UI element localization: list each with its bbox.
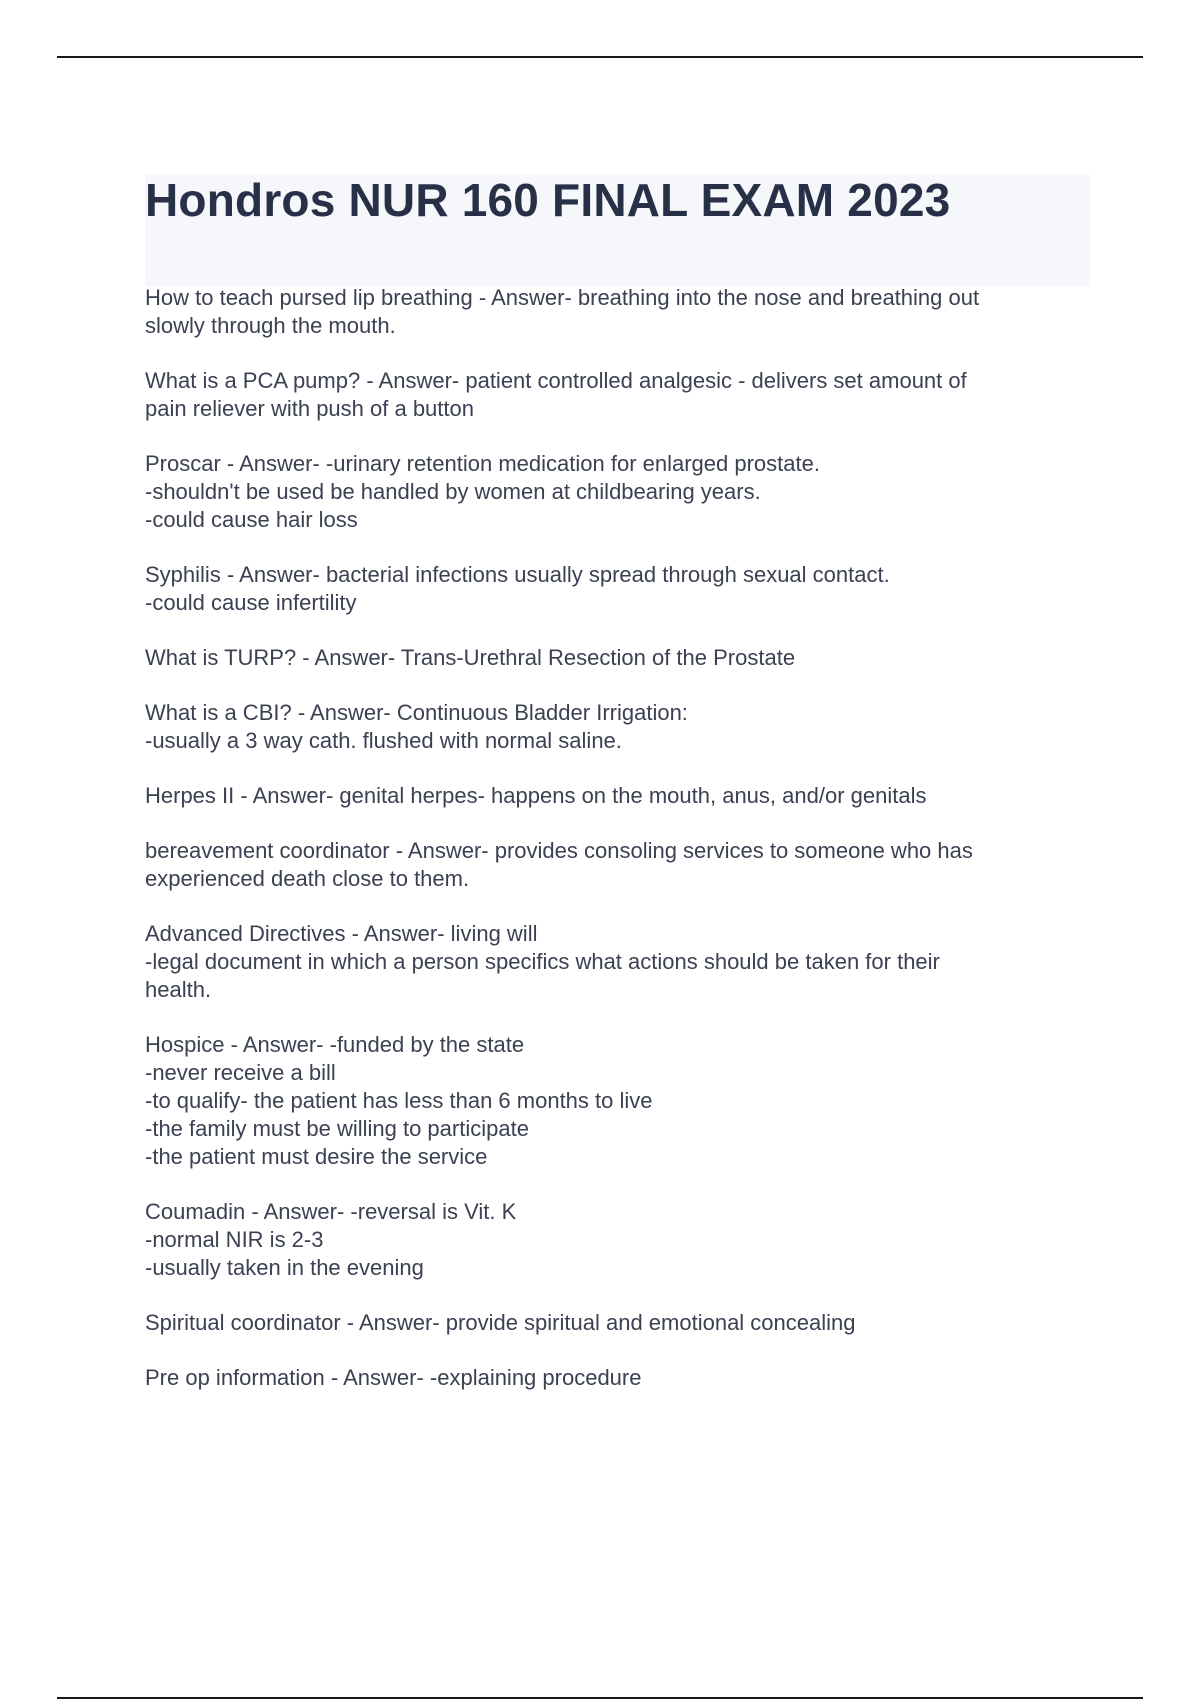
qa-entry-pursed-lip [145, 284, 1090, 340]
entry-line: -usually a 3 way cath. flushed with normal saline. [145, 728, 622, 753]
page-title: Hondros NUR 160 FINAL EXAM 2023 [145, 174, 951, 226]
entry-line: How to teach pursed lip breathing - Answer- breathing into the nose and breathing out [145, 285, 980, 310]
entry-line: What is TURP? - Answer- Trans-Urethral Resection of the Prostate [145, 645, 796, 670]
entry-line: -legal document in which a person specifics what actions should be taken for their [145, 949, 940, 974]
entry-line: What is a CBI? - Answer- Continuous Bladder Irrigation: [145, 700, 688, 725]
qa-entry-turp [145, 644, 1090, 672]
qa-entry-coumadin [145, 1198, 1090, 1282]
qa-entry-herpes [145, 782, 1090, 810]
entry-line: Advanced Directives - Answer- living will [145, 921, 538, 946]
entry-line: -usually taken in the evening [145, 1255, 424, 1280]
entry-line: -shouldn't be used be handled by women at childbearing years. [145, 479, 761, 504]
entry-line: -never receive a bill [145, 1060, 336, 1085]
entry-line: Hospice - Answer- -funded by the state [145, 1032, 525, 1057]
entry-line: Coumadin - Answer- -reversal is Vit. K [145, 1199, 517, 1224]
entry-line: -to qualify- the patient has less than 6 months to live [145, 1088, 653, 1113]
qa-entry-hospice [145, 1031, 1090, 1171]
entry-line: slowly through the mouth. [145, 313, 396, 338]
entry-line: -normal NIR is 2-3 [145, 1227, 324, 1252]
qa-list [145, 284, 1090, 1419]
qa-entry-pca-pump [145, 367, 1090, 423]
qa-entry-advanced-directives [145, 920, 1090, 1004]
entry-line: -the family must be willing to participate [145, 1116, 529, 1141]
entry-line: pain reliever with push of a button [145, 396, 474, 421]
qa-entry-pre-op [145, 1364, 1090, 1392]
entry-line: Herpes II - Answer- genital herpes- happens on the mouth, anus, and/or genitals [145, 783, 927, 808]
entry-line: experienced death close to them. [145, 866, 470, 891]
entry-line: Proscar - Answer- -urinary retention medication for enlarged prostate. [145, 451, 820, 476]
entry-line: -could cause infertility [145, 590, 357, 615]
entry-line: What is a PCA pump? - Answer- patient controlled analgesic - delivers set amount of [145, 368, 967, 393]
top-rule [57, 56, 1143, 58]
qa-entry-spiritual-coordinator [145, 1309, 1090, 1337]
entry-line: Pre op information - Answer- -explaining procedure [145, 1365, 642, 1390]
qa-entry-proscar [145, 450, 1090, 534]
entry-line: bereavement coordinator - Answer- provides consoling services to someone who has [145, 838, 973, 863]
entry-line: -could cause hair loss [145, 507, 358, 532]
qa-entry-syphilis [145, 561, 1090, 617]
qa-entry-bereavement [145, 837, 1090, 893]
entry-line: Spiritual coordinator - Answer- provide spiritual and emotional concealing [145, 1310, 856, 1335]
entry-line: Syphilis - Answer- bacterial infections usually spread through sexual contact. [145, 562, 890, 587]
entry-line: health. [145, 977, 212, 1002]
entry-line: -the patient must desire the service [145, 1144, 488, 1169]
bottom-rule [57, 1697, 1143, 1699]
qa-entry-cbi [145, 699, 1090, 755]
